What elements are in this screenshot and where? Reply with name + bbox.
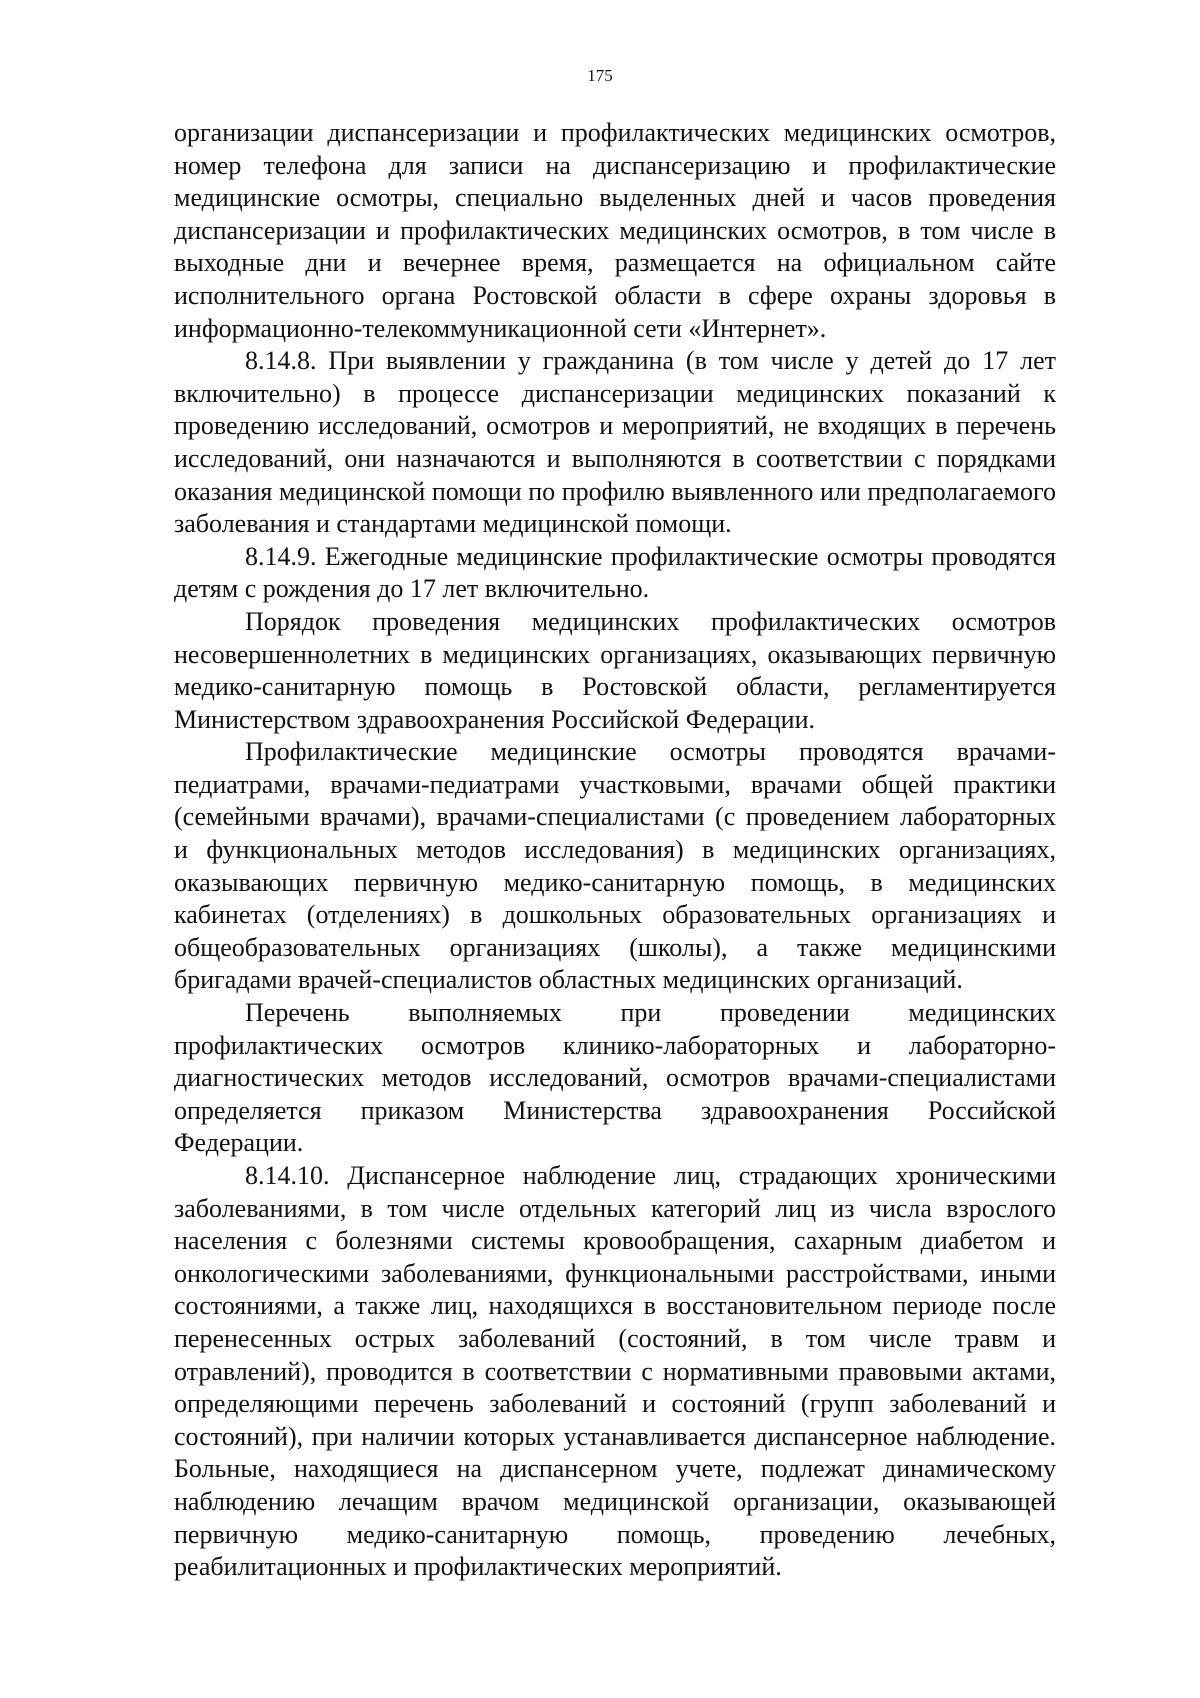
paragraph-8-14-9: 8.14.9. Ежегодные медицинские профилактические осмотры проводятся детям с рождения до 17 лет включительно.: [174, 541, 1056, 604]
page-number: 175: [587, 66, 613, 85]
paragraph-8-14-10: 8.14.10. Диспансерное наблюдение лиц, страдающих хроническими заболеваниями, в том числе отдельных категорий лиц из числа взрослого населения с болезнями системы кровообращения, сахарным диабетом и онкологическими заболеваниями, функциональными расстройствами, иными состояниями, а также лиц, находящихся в восстановительном периоде после перенесенных острых заболеваний (состояний, в том числе травм и отравлений), проводится в соответствии с нормативными правовыми актами, определяющими перечень заболеваний и состояний (групп заболеваний и состояний), при наличии которых устанавливается диспансерное наблюдение. Больные, находящиеся на диспансерном учете, подлежат динамическому наблюдению лечащим врачом медицинской организации, оказывающей первичную медико-санитарную помощь, проведению лечебных, реабилитационных и профилактических мероприятий.: [174, 1161, 1056, 1582]
paragraph-8-14-8: 8.14.8. При выявлении у гражданина (в том числе у детей до 17 лет включительно) в процессе диспансеризации медицинских показаний к проведению исследований, осмотров и мероприятий, не входящих в перечень исследований, они назначаются и выполняются в соответствии с порядками оказания медицинской помощи по профилю выявленного или предполагаемого заболевания и стандартами медицинской помощи.: [174, 346, 1056, 539]
paragraph-exam-doctors: Профилактические медицинские осмотры проводятся врачами-педиатрами, врачами-педиатрами участковыми, врачами общей практики (семейными врачами), врачами-специалистами (с проведением лабораторных и функциональных методов исследования) в медицинских организациях, оказывающих первичную медико-санитарную помощь, в медицинских кабинетах (отделениях) в дошкольных образовательных организациях и общеобразовательных организациях (школы), а также медицинскими бригадами врачей-специалистов областных медицинских организаций.: [174, 737, 1056, 995]
paragraph-continuation: организации диспансеризации и профилактических медицинских осмотров, номер телефона для записи на диспансеризацию и профилактические медицинские осмотры, специально выделенных дней и часов проведения диспансеризации и профилактических медицинских осмотров, в том числе в выходные дни и вечернее время, размещается на официальном сайте исполнительного органа Ростовской области в сфере охраны здоровья в информационно-телекоммуникационной сети «Интернет».: [174, 118, 1056, 343]
paragraph-minor-exam-procedure: Порядок проведения медицинских профилактических осмотров несовершеннолетних в медицинских организациях, оказывающих первичную медико-санитарную помощь в Ростовской области, регламентируется Министерством здравоохранения Российской Федерации.: [174, 606, 1056, 734]
paragraph-exam-methods-list: Перечень выполняемых при проведении медицинских профилактических осмотров клинико-лабораторных и лабораторно-диагностических методов исследований, осмотров врачами-специалистами определяется приказом Министерства здравоохранения Российской Федерации.: [174, 998, 1056, 1158]
document-body: [174, 117, 1056, 1584]
